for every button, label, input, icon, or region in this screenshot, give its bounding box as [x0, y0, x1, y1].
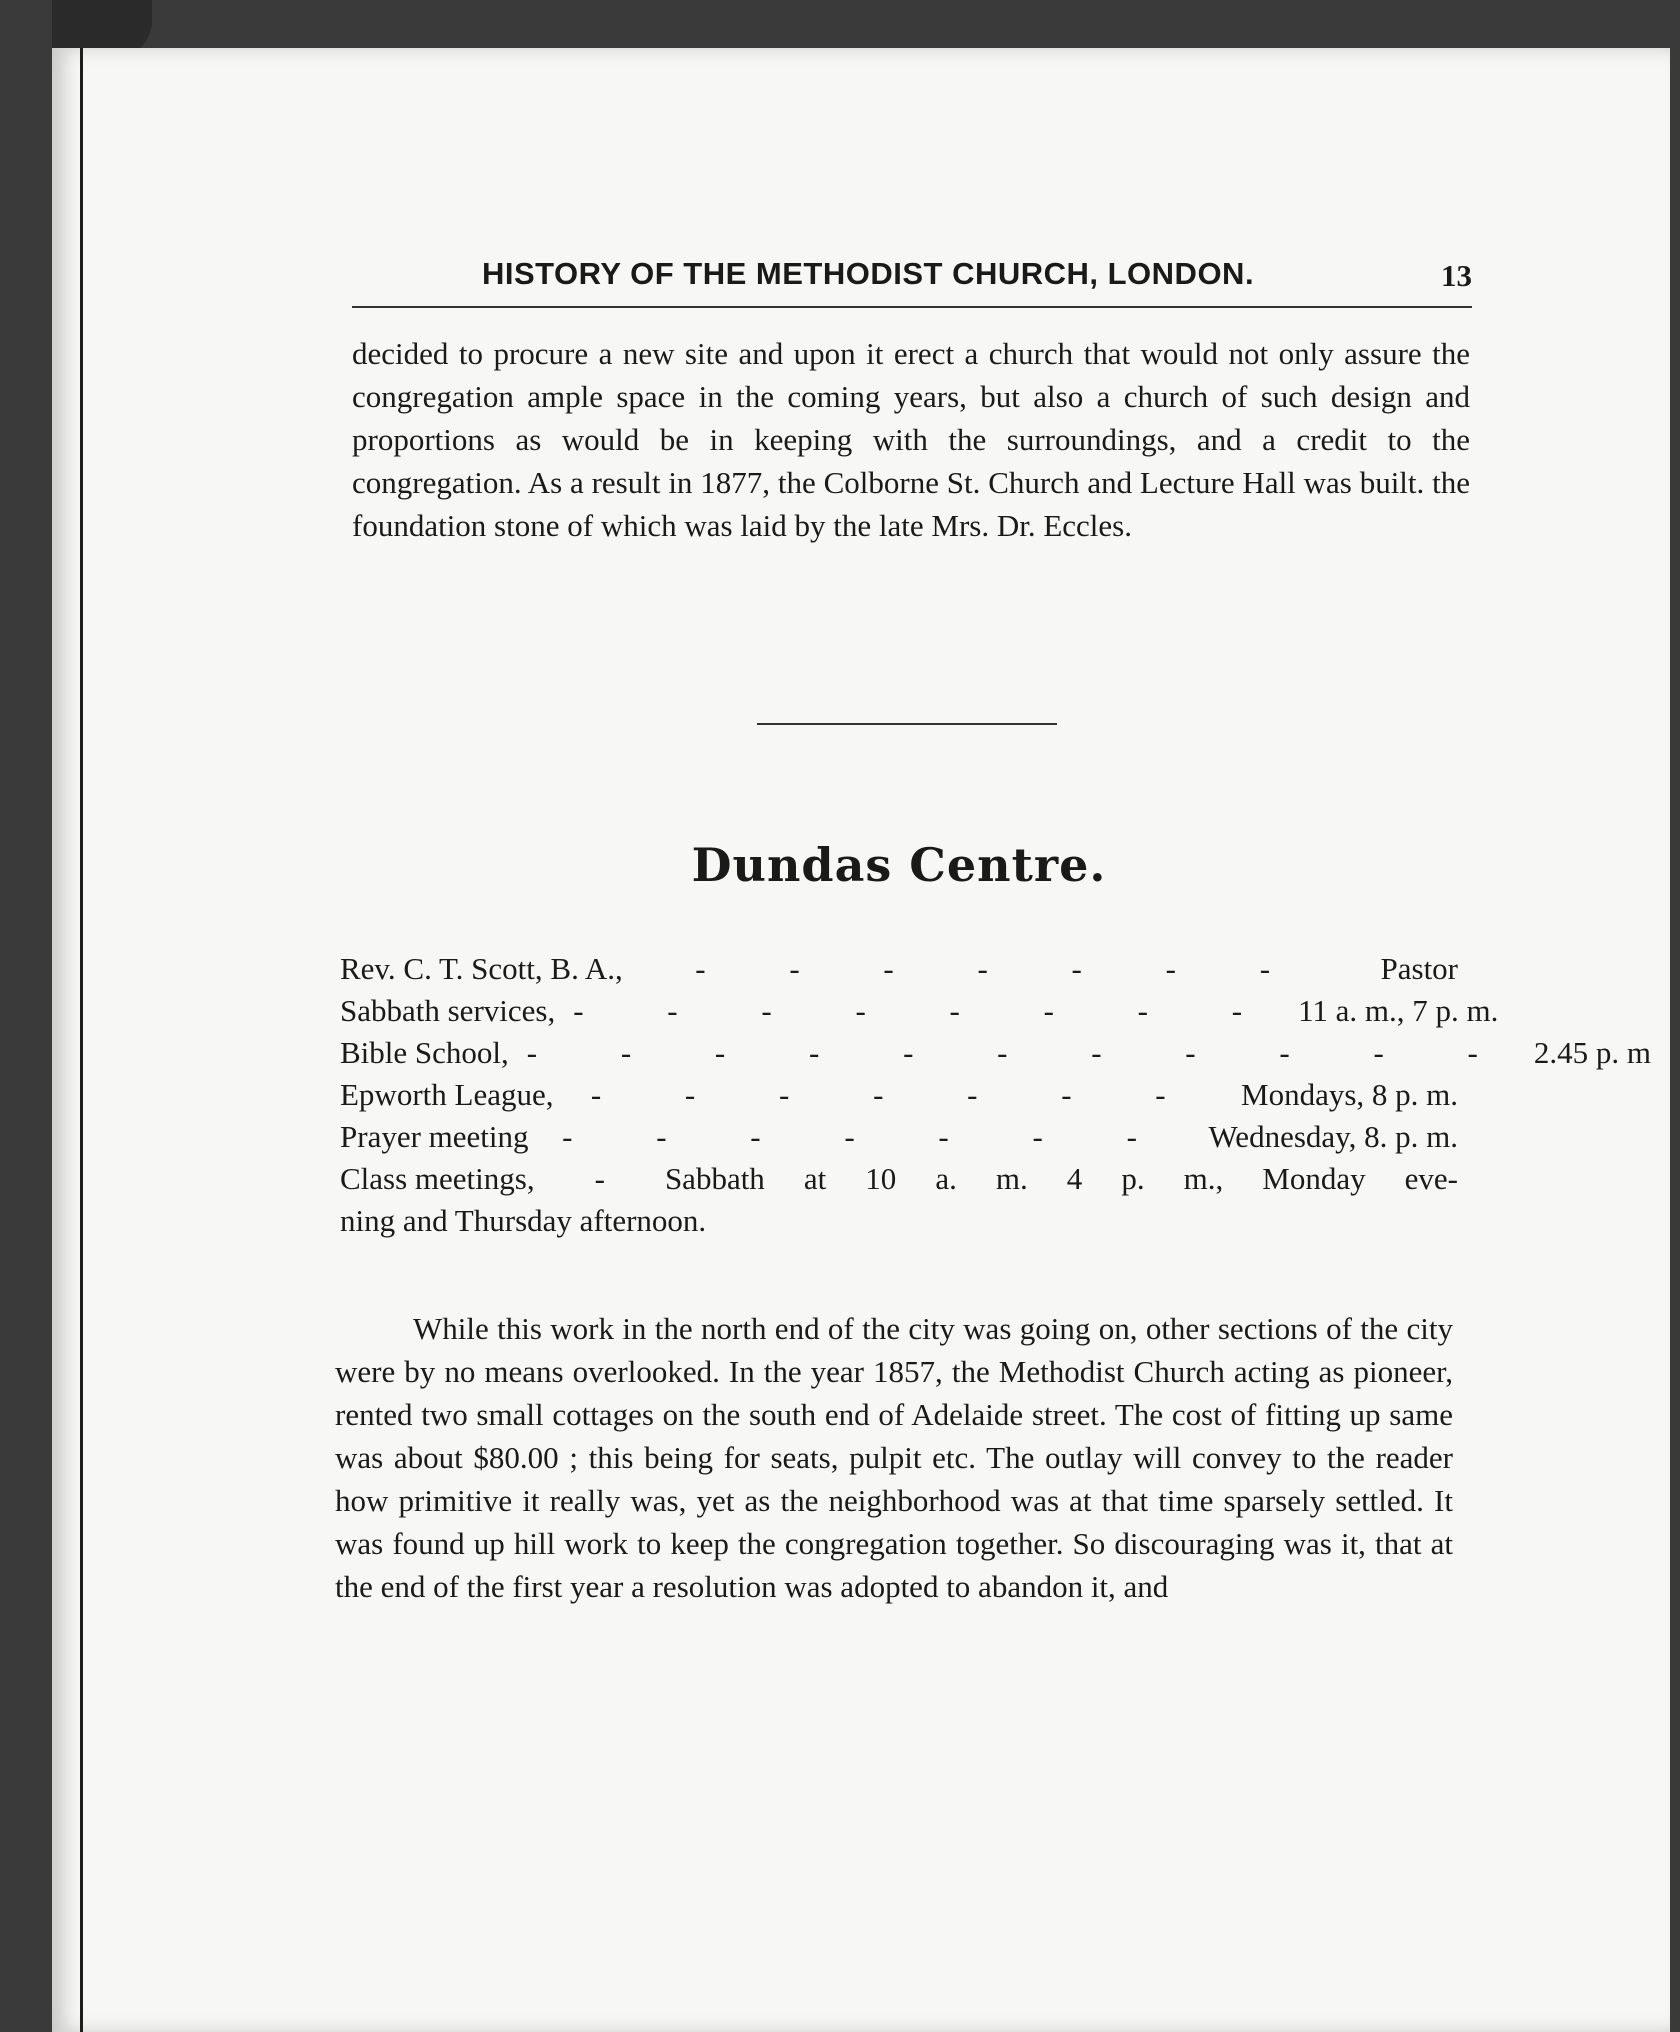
section-divider — [757, 723, 1057, 725]
service-schedule — [340, 951, 1651, 1245]
schedule-row-bible-school — [340, 1035, 1651, 1077]
page-number: 13 — [1441, 258, 1472, 293]
schedule-label: Sabbath services, — [340, 993, 556, 1028]
schedule-value: 11 a. m., 7 p. m. — [1298, 993, 1499, 1028]
schedule-continuation: ning and Thursday afternoon. — [340, 1203, 707, 1238]
header-rule — [352, 306, 1472, 308]
schedule-value: Wednesday, 8. p. m. — [1208, 1119, 1458, 1154]
schedule-label: Bible School, — [340, 1035, 509, 1070]
schedule-row-prayer-meeting — [340, 1119, 1458, 1161]
running-title: HISTORY OF THE METHODIST CHURCH, LONDON. — [482, 256, 1255, 291]
page-gutter — [80, 48, 83, 2032]
dot-leader: - - - - - - - - - - - — [526, 1035, 1516, 1070]
dot-leader: - — [594, 1161, 605, 1196]
schedule-label: Prayer meeting — [340, 1119, 529, 1154]
dot-leader: - - - - - - - — [562, 1119, 1175, 1154]
dot-leader: - - - - - - - — [695, 951, 1309, 986]
schedule-row-epworth-league — [340, 1077, 1458, 1119]
schedule-value: Mondays, 8 p. m. — [1241, 1077, 1458, 1112]
section-title: Dundas Centre. — [691, 838, 1107, 892]
schedule-value: Sabbath at 10 a. m. 4 p. m., Monday eve- — [664, 1161, 1458, 1196]
schedule-value: Pastor — [1380, 951, 1458, 986]
schedule-value: 2.45 p. m — [1533, 1035, 1651, 1070]
schedule-row-sabbath-services — [340, 993, 1499, 1035]
schedule-row-class-meetings — [340, 1161, 1458, 1203]
dot-leader: - - - - - - - - — [573, 993, 1281, 1028]
intro-paragraph: decided to procure a new site and upon it erect a church that would not only assure the congregation ample space in the coming years, but also a church of such design and proportions as would be in keeping with the surroundings, and a credit to the congregation. As a result in 1877, the Colborne St. Church and Lecture Hall was built. the foundation stone of which was laid by the late Mrs. Dr. Eccles. — [352, 336, 1470, 543]
schedule-row-pastor — [340, 951, 1458, 993]
body-paragraph: While this work in the north end of the city was going on, other sections of the city were by no means overlooked. In the year 1857, the Methodist Church acting as pioneer, rented two small cottages on the south end of Adelaide street. The cost of fitting up same was about $80.00 ; this being for seats, pulpit etc. The outlay will convey to the reader how primitive it really was, yet as the neighborhood was at that time sparsely settled. It was found up hill work to keep the congregation together. So discouraging was it, that at the end of the first year a resolution was adopted to abandon it, and — [335, 1311, 1453, 1604]
dot-leader: - - - - - - - — [590, 1077, 1204, 1112]
schedule-label: Epworth League, — [340, 1077, 554, 1112]
schedule-label: Rev. C. T. Scott, B. A., — [340, 951, 623, 986]
schedule-label: Class meetings, — [340, 1161, 535, 1196]
page-header — [352, 250, 1472, 316]
